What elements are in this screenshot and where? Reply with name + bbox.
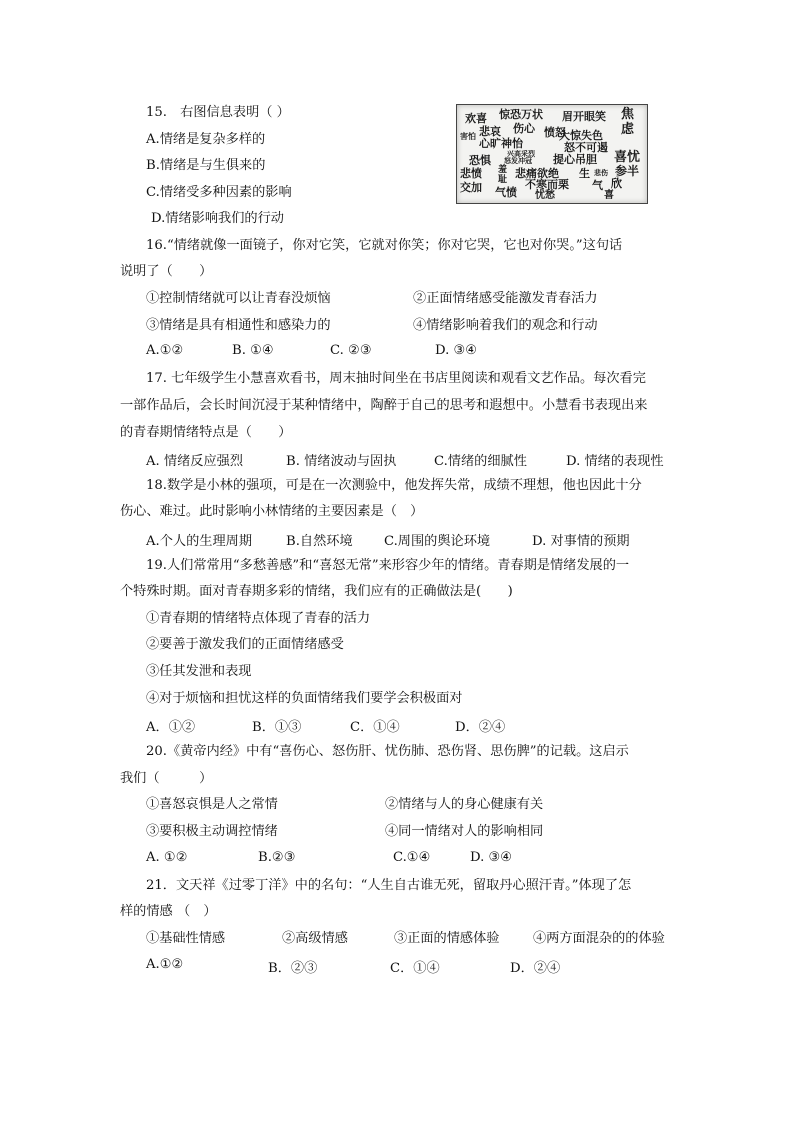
q18-stem-line-1: 18.数学是小林的强项，可是在一次测验中，他发挥失常，成绩不理想，他也因此十分: [146, 478, 642, 493]
q15-option-a: A.情绪是复杂多样的: [146, 132, 266, 147]
q16-statement-4: ④情绪影响着我们的观念和行动: [413, 318, 598, 333]
q21-option-c: C．①④: [390, 961, 440, 976]
q16-option-a: A.①②: [146, 343, 184, 358]
emotion-word: 提心吊胆: [553, 153, 597, 166]
emotion-word: 交加: [460, 181, 482, 194]
emotion-word: 羞: [498, 165, 508, 175]
emotion-word: 眉开眼笑: [562, 110, 606, 123]
emotion-word: 愤怒: [544, 126, 566, 139]
q21-statement-1: ①基础性情感: [146, 931, 226, 946]
q19-option-c: C．①④: [350, 720, 400, 735]
emotion-word: 气: [592, 179, 603, 192]
q18-option-b: B.自然环境: [286, 534, 353, 549]
q16-option-d: D. ③④: [435, 343, 478, 358]
emotion-word: 悲伤: [594, 169, 608, 177]
emotion-word: 悲愤: [460, 167, 482, 180]
q21-statement-2: ②高级情感: [282, 931, 348, 946]
q19-statement-1: ①青春期的情绪特点体现了青春的活力: [146, 611, 371, 626]
q21-stem-line-1: 21．文天祥《过零丁洋》中的名句：“人生自古谁无死，留取丹心照汗青。”体现了怎: [146, 878, 632, 893]
q16-stem-line-2: 说明了（ ）: [120, 264, 213, 279]
q17-option-c: C.情绪的细腻性: [434, 454, 527, 469]
q16-stem-line-1: 16.“情绪就像一面镜子，你对它笑，它就对你笑；你对它哭，它也对你哭。”这句话: [146, 238, 623, 253]
q19-stem-line-1: 19.人们常常用“多愁善感”和“喜怒无常”来形容少年的情绪。青春期是情绪发展的一: [146, 558, 630, 573]
emotion-word: 心旷神怡: [479, 137, 523, 150]
emotion-word: 恐惧: [469, 154, 491, 167]
emotion-word: 虑: [621, 122, 635, 137]
q21-option-a: A.①②: [146, 957, 184, 972]
q21-statement-4: ④两方面混杂的的体验: [533, 931, 665, 946]
emotion-word: 惊恐万状: [499, 108, 543, 121]
q17-stem-line-2: 一部作品后，会长时间沉浸于某种情绪中，陶醉于自己的思考和遐想中。小慧看书表现出来: [120, 398, 648, 413]
q15-stem: 15. 右图信息表明（ ）: [146, 105, 290, 120]
emotion-word: 喜忧: [614, 150, 641, 165]
emotion-word: 不寒而栗: [525, 178, 569, 191]
q16-statement-2: ②正面情绪感受能激发青春活力: [413, 291, 598, 306]
q17-option-a: A. 情绪反应强烈: [146, 454, 244, 469]
q19-option-b: B．①③: [252, 720, 302, 735]
q17-stem-line-1: 17. 七年级学生小慧喜欢看书，周末抽时间坐在书店里阅读和观看文艺作品。每次看完: [146, 371, 646, 386]
q20-statement-4: ④同一情绪对人的影响相同: [385, 824, 544, 839]
emotion-word: 怒发冲冠: [504, 157, 532, 165]
q18-option-c: C.周围的舆论环境: [384, 534, 491, 549]
q16-option-c: C. ②③: [330, 343, 372, 358]
q19-option-a: A．①②: [146, 720, 196, 735]
emotion-word: 参半: [615, 164, 640, 178]
q19-statement-4: ④对于烦恼和担忧这样的负面情绪我们要学会积极面对: [146, 691, 463, 706]
emotion-word: 焦: [621, 107, 635, 122]
emotion-word: 生: [579, 167, 590, 180]
emotion-word: 喜: [604, 190, 614, 201]
q21-option-d: D．②④: [510, 961, 561, 976]
emotion-word: 悲哀: [479, 125, 501, 138]
q20-option-a: A. ①②: [146, 850, 188, 865]
q17-option-b: B. 情绪波动与固执: [286, 454, 397, 469]
q18-stem-line-2: 伤心、难过。此时影响小林情绪的主要因素是（ ）: [120, 504, 424, 519]
q19-statement-3: ③任其发泄和表现: [146, 664, 252, 679]
emotion-word: 欢喜: [465, 112, 487, 125]
q20-stem-line-2: 我们（ ）: [120, 771, 213, 786]
emotion-words-image: [456, 104, 648, 204]
emotion-word: 害怕: [460, 132, 476, 141]
emotion-word: 忧愁: [535, 190, 555, 201]
q21-statement-3: ③正面的情感体验: [394, 931, 500, 946]
q19-stem-line-2: 个特殊时期。面对青春期多彩的情绪，我们应有的正确做法是( ): [120, 584, 513, 599]
q15-option-b: B.情绪是与生俱来的: [146, 158, 266, 173]
emotion-word: 伤心: [513, 122, 535, 135]
q20-option-c: C.①④: [393, 850, 431, 865]
q20-statement-2: ②情绪与人的身心健康有关: [385, 797, 544, 812]
q21-option-b: B．②③: [268, 961, 318, 976]
q21-stem-line-2: 样的情感 （ ）: [120, 904, 217, 919]
q20-statement-1: ①喜怒哀惧是人之常情: [146, 797, 278, 812]
q20-stem-line-1: 20.《黄帝内经》中有“喜伤心、怒伤肝、忧伤肺、恐伤肾、思伤脾”的记载。这启示: [146, 744, 629, 759]
q20-statement-3: ③要积极主动调控情绪: [146, 824, 278, 839]
emotion-word: 大惊失色: [559, 129, 603, 142]
emotion-word: 悲痛欲绝: [515, 167, 559, 180]
q15-option-c: C.情绪受多种因素的影响: [146, 185, 292, 200]
emotion-word: 欣: [611, 177, 622, 190]
q16-statement-1: ①控制情绪就可以让青春没烦恼: [146, 291, 331, 306]
q16-option-b: B. ①④: [232, 343, 274, 358]
emotion-word: 气愤: [495, 186, 517, 199]
q19-option-d: D．②④: [455, 720, 506, 735]
q20-option-d: D. ③④: [470, 850, 513, 865]
q17-option-d: D. 情绪的表现性: [566, 454, 664, 469]
q15-option-d: D.情绪影响我们的行动: [151, 211, 284, 226]
q17-stem-line-3: 的青春期情绪特点是（ ）: [120, 425, 292, 440]
q20-option-b: B.②③: [258, 850, 296, 865]
q18-option-d: D. 对事情的预期: [532, 534, 630, 549]
q16-statement-3: ③情绪是具有相通性和感染力的: [146, 318, 331, 333]
q18-option-a: A.个人的生理周期: [146, 534, 253, 549]
q19-statement-2: ②要善于激发我们的正面情绪感受: [146, 637, 344, 652]
emotion-word: 耻: [498, 175, 508, 185]
emotion-word: 兴高采烈: [507, 150, 535, 158]
emotion-word: 怒不可遏: [564, 141, 608, 154]
